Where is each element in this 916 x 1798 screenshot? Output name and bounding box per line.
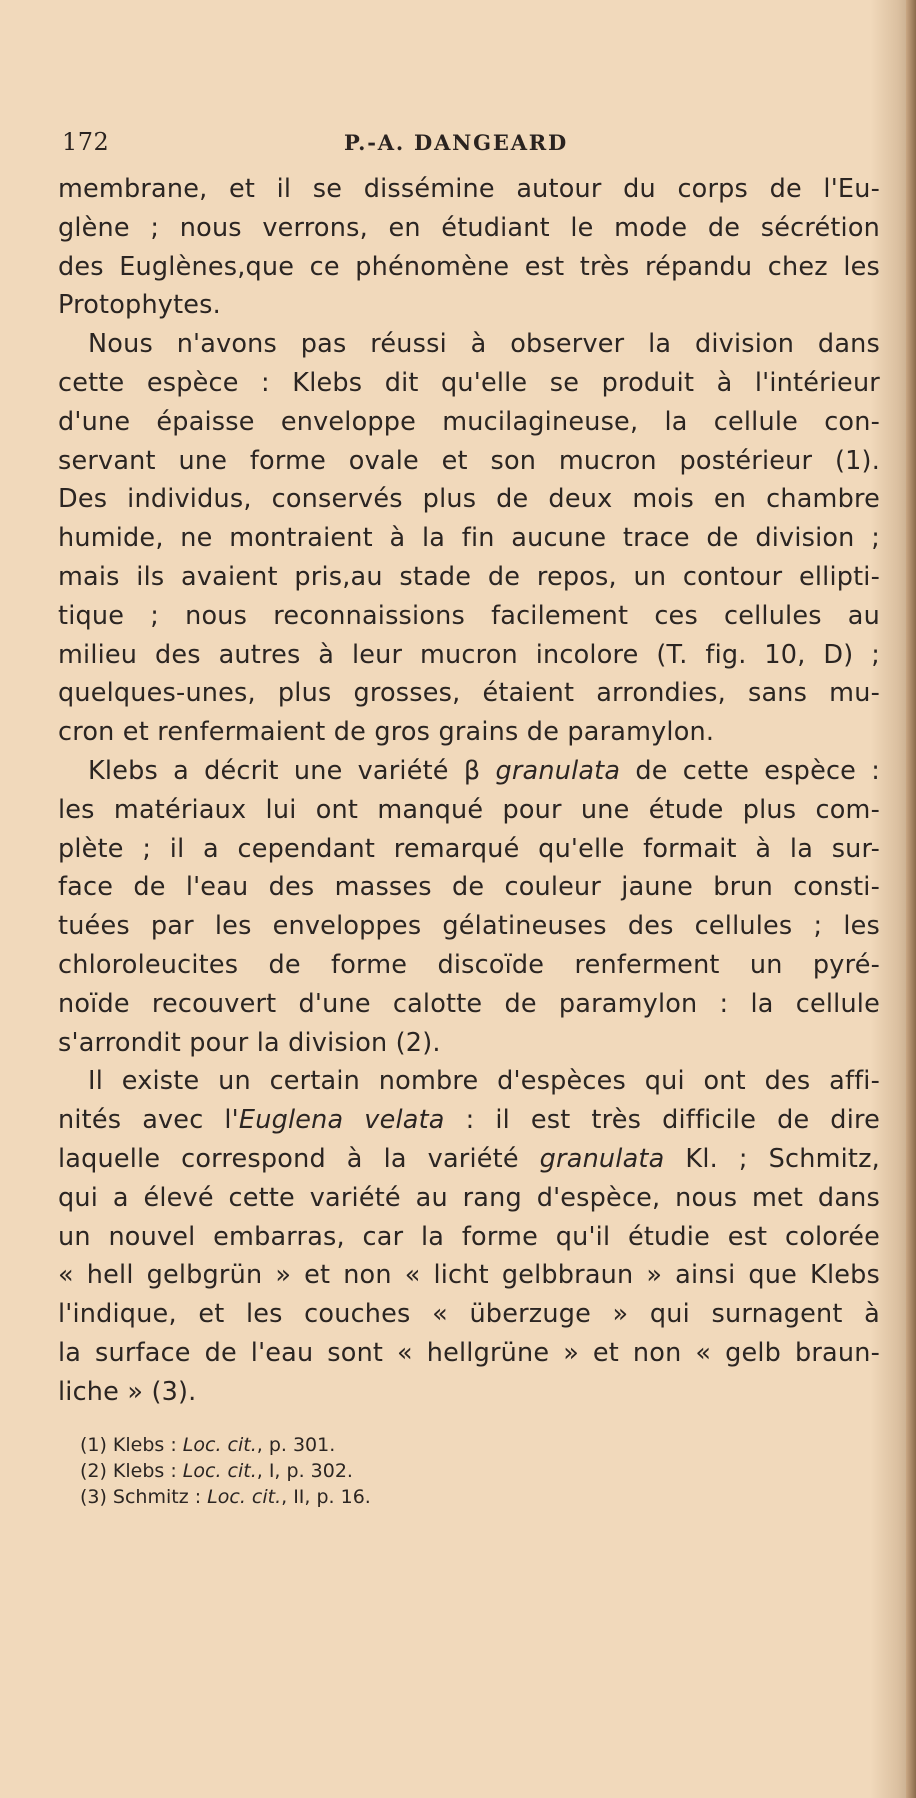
text-segment: Klebs a décrit une variété β bbox=[88, 755, 496, 786]
footnote-text: Klebs : bbox=[112, 1434, 183, 1456]
footnote bbox=[80, 1458, 580, 1484]
text-line: chloroleucites de forme discoïde renferment un pyré- bbox=[58, 949, 880, 980]
text-line: Des individus, conservés plus de deux mois en chambre bbox=[58, 484, 880, 515]
text-line: tuées par les enveloppes gélatineuses des cellules ; les bbox=[58, 911, 880, 942]
text-line: servant une forme ovale et son mucron postérieur (1). bbox=[58, 445, 880, 476]
text-line bbox=[58, 1140, 880, 1179]
text-segment: de cette espèce : bbox=[620, 755, 880, 786]
text-line: un nouvel embarras, car la forme qu'il étudie est colorée bbox=[58, 1221, 880, 1252]
footnotes bbox=[80, 1432, 580, 1510]
text-line: mais ils avaient pris,au stade de repos, un contour ellipti- bbox=[58, 561, 880, 592]
text-line: « hell gelbgrün » et non « licht gelbbraun » ainsi que Klebs bbox=[58, 1260, 880, 1291]
text-segment: : il est très difficile de dire bbox=[444, 1105, 880, 1136]
footnote-mark: (3) bbox=[80, 1486, 107, 1508]
footnote-text: , p. 301. bbox=[256, 1434, 336, 1456]
text-line: quelques-unes, plus grosses, étaient arrondies, sans mu- bbox=[58, 678, 880, 709]
text-line: des Euglènes,que ce phénomène est très répandu chez les bbox=[58, 251, 880, 282]
text-line bbox=[58, 752, 880, 791]
footnote-mark: (1) bbox=[80, 1434, 107, 1456]
text-line: face de l'eau des masses de couleur jaune brun consti- bbox=[58, 872, 880, 903]
text-line: les matériaux lui ont manqué pour une étude plus com- bbox=[58, 794, 880, 825]
text-segment: nités avec l' bbox=[58, 1105, 239, 1136]
text-line: milieu des autres à leur mucron incolore (T. fig. 10, D) ; bbox=[58, 639, 880, 670]
italic-term: granulata bbox=[495, 755, 621, 786]
text-line: humide, ne montraient à la fin aucune trace de division ; bbox=[58, 523, 880, 554]
italic-term: granulata bbox=[539, 1143, 665, 1174]
text-line bbox=[58, 1101, 880, 1140]
page-edge-shadow bbox=[906, 0, 916, 1798]
text-line: qui a élevé cette variété au rang d'espèce, nous met dans bbox=[58, 1182, 880, 1213]
page-number: 172 bbox=[62, 128, 110, 156]
text-line: Nous n'avons pas réussi à observer la division dans bbox=[88, 329, 880, 360]
citation-italic: Loc. cit. bbox=[207, 1486, 282, 1508]
text-line: l'indique, et les couches « überzuge » qui surnagent à bbox=[58, 1299, 880, 1330]
text-segment: laquelle correspond à la variété bbox=[58, 1143, 540, 1174]
text-line: Protophytes. bbox=[58, 290, 221, 321]
footnote-text: Schmitz : bbox=[112, 1486, 208, 1508]
text-segment: Kl. ; Schmitz, bbox=[664, 1143, 880, 1174]
page-header bbox=[62, 128, 602, 158]
footnote bbox=[80, 1484, 580, 1510]
text-line: plète ; il a cependant remarqué qu'elle formait à la sur- bbox=[58, 833, 880, 864]
citation-italic: Loc. cit. bbox=[182, 1434, 257, 1456]
text-line: s'arrondit pour la division (2). bbox=[58, 1027, 441, 1058]
text-line: membrane, et il se dissémine autour du corps de l'Eu- bbox=[58, 174, 880, 204]
text-line: cron et renfermaient de gros grains de paramylon. bbox=[58, 717, 715, 748]
text-line: la surface de l'eau sont « hellgrüne » et non « gelb braun- bbox=[58, 1337, 880, 1368]
text-line: glène ; nous verrons, en étudiant le mode de sécrétion bbox=[58, 212, 880, 243]
text-line: d'une épaisse enveloppe mucilagineuse, la cellule con- bbox=[58, 406, 880, 437]
italic-term: Euglena velata bbox=[238, 1105, 445, 1136]
footnote bbox=[80, 1432, 580, 1458]
text-line: Il existe un certain nombre d'espèces qui ont des affi- bbox=[88, 1066, 880, 1097]
text-line: tique ; nous reconnaissions facilement ces cellules au bbox=[58, 600, 880, 631]
footnote-text: , II, p. 16. bbox=[281, 1486, 371, 1508]
text-line: cette espèce : Klebs dit qu'elle se produit à l'intérieur bbox=[58, 367, 880, 398]
text-line: noïde recouvert d'une calotte de paramylon : la cellule bbox=[58, 988, 880, 1019]
footnote-mark: (2) bbox=[80, 1460, 107, 1482]
text-line: liche » (3). bbox=[58, 1376, 197, 1407]
citation-italic: Loc. cit. bbox=[182, 1460, 257, 1482]
running-head: P.-A. DANGEARD bbox=[344, 130, 569, 155]
footnote-text: Klebs : bbox=[112, 1460, 183, 1482]
footnote-text: , I, p. 302. bbox=[256, 1460, 353, 1482]
body-text bbox=[58, 170, 880, 1412]
